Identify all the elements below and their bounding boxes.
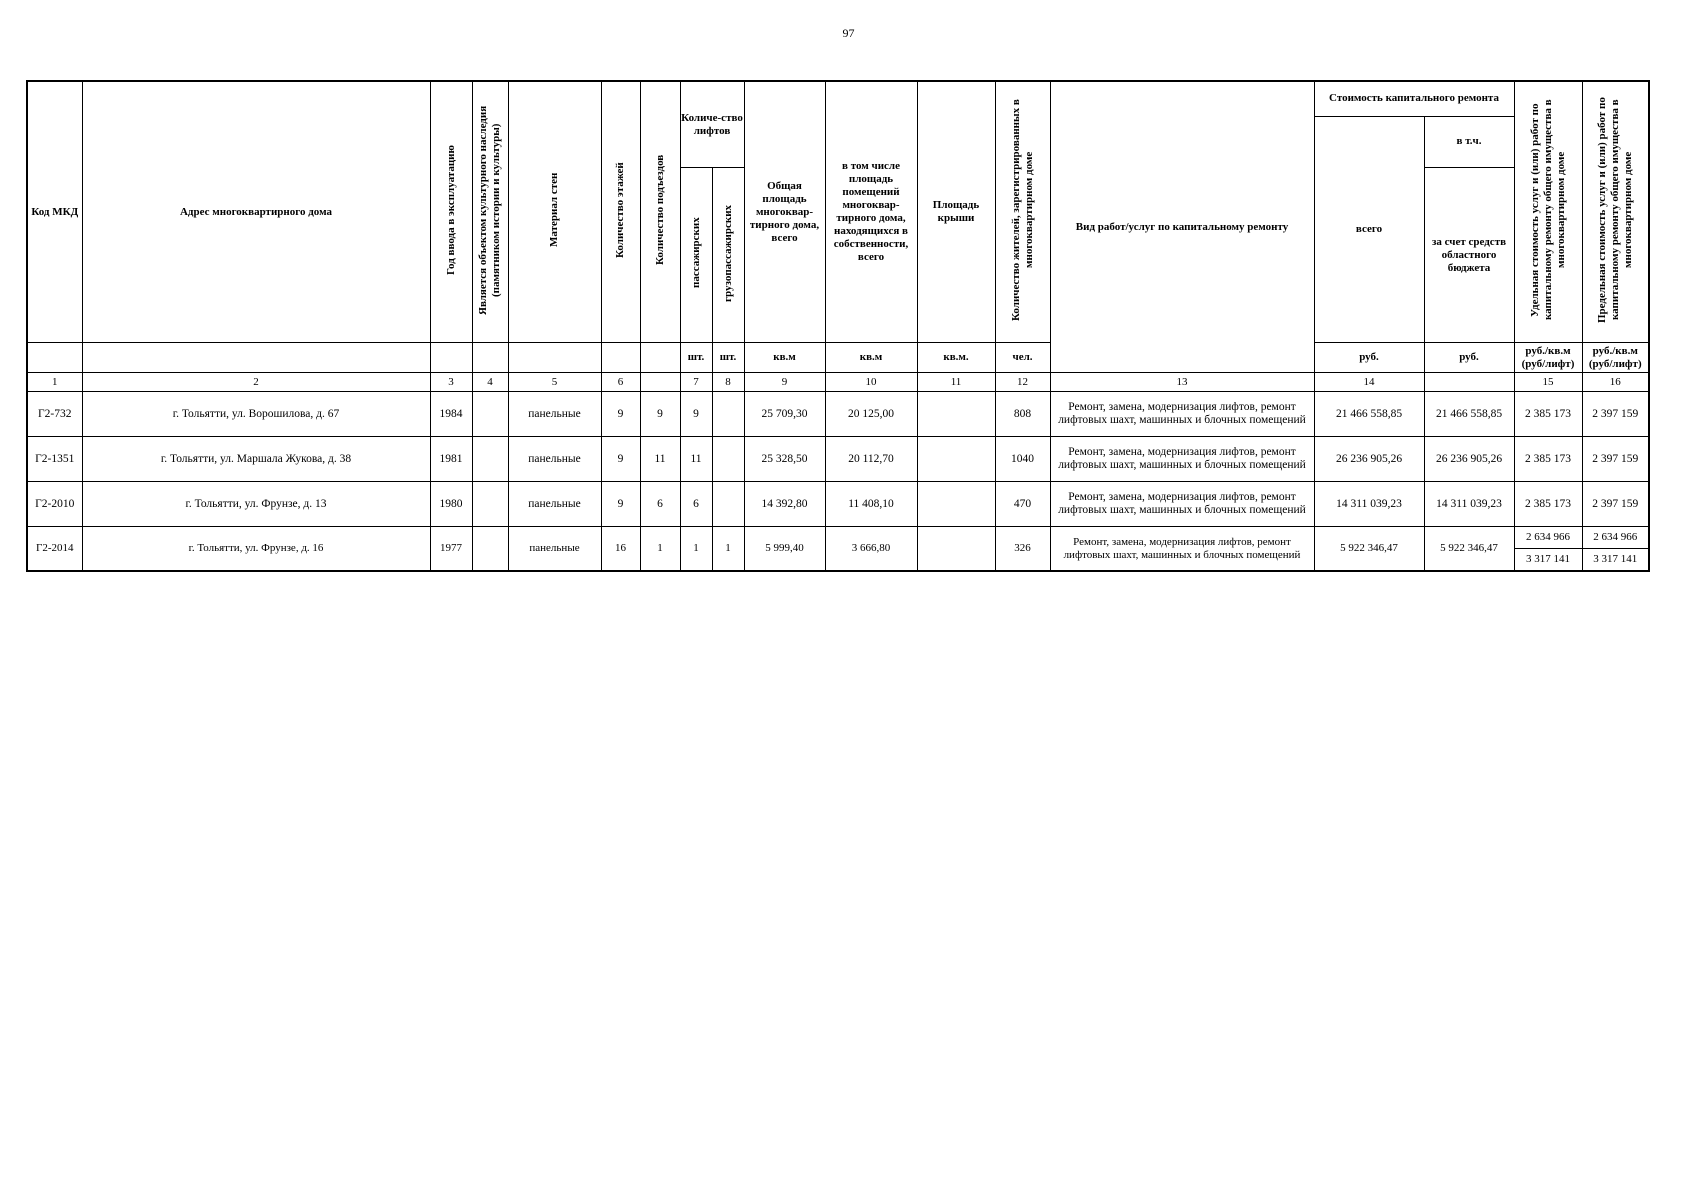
header-year: Год ввода в эксплуатацию: [430, 81, 472, 343]
units-unit-cost: руб./кв.м (руб/лифт): [1514, 343, 1582, 373]
header-cost-total: всего: [1314, 116, 1424, 343]
cell-total-area: 25 328,50: [744, 437, 825, 482]
cell-code: Г2-732: [27, 392, 82, 437]
colnum-6: 6: [601, 373, 640, 392]
units-floors: [601, 343, 640, 373]
colnum-12: 12: [995, 373, 1050, 392]
units-address: [82, 343, 430, 373]
cell-unit-cost: 2 385 173: [1514, 437, 1582, 482]
header-lifts-cargo: грузопассажирских: [712, 168, 744, 343]
header-unit-cost: Удельная стоимость услуг и (или) работ по капитальному ремонту общего имущества в многоквартирном доме: [1514, 81, 1582, 343]
cell-residents: 326: [995, 527, 1050, 572]
cell-unit-cost: 2 385 173: [1514, 482, 1582, 527]
cell-floors: 16: [601, 527, 640, 572]
cell-limit-cost: 2 397 159: [1582, 437, 1649, 482]
cell-address: г. Тольятти, ул. Фрунзе, д. 16: [82, 527, 430, 572]
units-code: [27, 343, 82, 373]
units-roof-area: кв.м.: [917, 343, 995, 373]
cell-cost-regional: 21 466 558,85: [1424, 392, 1514, 437]
cell-work: Ремонт, замена, модернизация лифтов, ремонт лифтовых шахт, машинных и блочных помещений: [1050, 482, 1314, 527]
cell-code: Г2-2014: [27, 527, 82, 572]
units-cost-regional: руб.: [1424, 343, 1514, 373]
units-walls: [508, 343, 601, 373]
cell-entrances: 11: [640, 437, 680, 482]
cell-work: Ремонт, замена, модернизация лифтов, ремонт лифтовых шахт, машинных и блочных помещений: [1050, 437, 1314, 482]
header-owned-area: в том числе площадь помещений многоквар-тирного дома, находящихся в собственности, всего: [825, 81, 917, 343]
header-walls: Материал стен: [508, 81, 601, 343]
cell-entrances: 9: [640, 392, 680, 437]
colnum-3: 3: [430, 373, 472, 392]
cell-unit-cost: 2 385 173: [1514, 392, 1582, 437]
cell-year: 1977: [430, 527, 472, 572]
page-number: 97: [842, 26, 855, 40]
cell-lifts-cargo: [712, 392, 744, 437]
cell-cost-total: 5 922 346,47: [1314, 527, 1424, 572]
colnum-2: 2: [82, 373, 430, 392]
cell-limit-cost: 2 397 159: [1582, 392, 1649, 437]
cell-entrances: 6: [640, 482, 680, 527]
table-row: [27, 437, 1649, 482]
colnum-10: 10: [825, 373, 917, 392]
colnum-9: 9: [744, 373, 825, 392]
cell-work: Ремонт, замена, модернизация лифтов, ремонт лифтовых шахт, машинных и блочных помещений: [1050, 392, 1314, 437]
colnum-1: 1: [27, 373, 82, 392]
cell-year: 1980: [430, 482, 472, 527]
units-entrances: [640, 343, 680, 373]
cell-roof-area: [917, 527, 995, 572]
cell-cost-regional: 26 236 905,26: [1424, 437, 1514, 482]
header-total-area: Общая площадь многоквар-тирного дома, всего: [744, 81, 825, 343]
cell-heritage: [472, 482, 508, 527]
header-floors: Количество этажей: [601, 81, 640, 343]
cell-roof-area: [917, 482, 995, 527]
cell-residents: 470: [995, 482, 1050, 527]
header-lifts-passenger: пассажирских: [680, 168, 712, 343]
cell-walls: панельные: [508, 437, 601, 482]
table-row: [27, 482, 1649, 527]
colnum-8: 8: [712, 373, 744, 392]
cell-address: г. Тольятти, ул. Ворошилова, д. 67: [82, 392, 430, 437]
units-cost-total: руб.: [1314, 343, 1424, 373]
cell-work: Ремонт, замена, модернизация лифтов, ремонт лифтовых шахт, машинных и блочных помещений: [1050, 527, 1314, 572]
units-owned-area: кв.м: [825, 343, 917, 373]
cell-floors: 9: [601, 437, 640, 482]
cell-cost-total: 14 311 039,23: [1314, 482, 1424, 527]
units-total-area: кв.м: [744, 343, 825, 373]
cell-limit-cost-a: 2 634 966: [1582, 527, 1649, 549]
cell-lifts-cargo: [712, 482, 744, 527]
colnum-5: 5: [508, 373, 601, 392]
units-limit-cost: руб./кв.м (руб/лифт): [1582, 343, 1649, 373]
cell-owned-area: 20 125,00: [825, 392, 917, 437]
colnum-13: 13: [1050, 373, 1314, 392]
cell-total-area: 14 392,80: [744, 482, 825, 527]
cell-walls: панельные: [508, 482, 601, 527]
cell-lifts-passenger: 1: [680, 527, 712, 572]
colnum-blank-a: [640, 373, 680, 392]
cell-floors: 9: [601, 392, 640, 437]
cell-total-area: 25 709,30: [744, 392, 825, 437]
header-heritage: Является объектом культурного наследия (памятником истории и культуры): [472, 81, 508, 343]
units-heritage: [472, 343, 508, 373]
cell-roof-area: [917, 437, 995, 482]
colnum-4: 4: [472, 373, 508, 392]
cell-cost-regional: 5 922 346,47: [1424, 527, 1514, 572]
units-lifts-passenger: шт.: [680, 343, 712, 373]
units-residents: чел.: [995, 343, 1050, 373]
units-year: [430, 343, 472, 373]
cell-year: 1981: [430, 437, 472, 482]
cell-address: г. Тольятти, ул. Маршала Жукова, д. 38: [82, 437, 430, 482]
cell-year: 1984: [430, 392, 472, 437]
cell-total-area: 5 999,40: [744, 527, 825, 572]
colnum-14: 14: [1314, 373, 1424, 392]
cell-lifts-passenger: 11: [680, 437, 712, 482]
cell-limit-cost-b: 3 317 141: [1582, 549, 1649, 572]
capital-repair-table: [26, 80, 1650, 572]
colnum-15: 15: [1514, 373, 1582, 392]
table-row: [27, 527, 1649, 549]
cell-owned-area: 20 112,70: [825, 437, 917, 482]
cell-address: г. Тольятти, ул. Фрунзе, д. 13: [82, 482, 430, 527]
header-residents: Количество жителей, зарегистрированных в многоквартирном доме: [995, 81, 1050, 343]
cell-limit-cost: 2 397 159: [1582, 482, 1649, 527]
cell-unit-cost-a: 2 634 966: [1514, 527, 1582, 549]
header-work-type: Вид работ/услуг по капитальному ремонту: [1050, 81, 1314, 373]
cell-lifts-passenger: 6: [680, 482, 712, 527]
cell-lifts-passenger: 9: [680, 392, 712, 437]
cell-cost-regional: 14 311 039,23: [1424, 482, 1514, 527]
header-code: Код МКД: [27, 81, 82, 343]
cell-code: Г2-1351: [27, 437, 82, 482]
cell-residents: 1040: [995, 437, 1050, 482]
header-address: Адрес многоквартирного дома: [82, 81, 430, 343]
cell-lifts-cargo: 1: [712, 527, 744, 572]
header-cost-group: Стоимость капитального ремонта: [1314, 81, 1514, 116]
cell-owned-area: 11 408,10: [825, 482, 917, 527]
table-row: [27, 392, 1649, 437]
cell-walls: панельные: [508, 527, 601, 572]
cell-residents: 808: [995, 392, 1050, 437]
header-limit-cost: Предельная стоимость услуг и (или) работ по капитальному ремонту общего имущества в многоквартирном доме: [1582, 81, 1649, 343]
cell-heritage: [472, 527, 508, 572]
cell-lifts-cargo: [712, 437, 744, 482]
cell-cost-total: 26 236 905,26: [1314, 437, 1424, 482]
units-lifts-cargo: шт.: [712, 343, 744, 373]
cell-heritage: [472, 437, 508, 482]
header-lifts: Количе-ство лифтов: [680, 81, 744, 168]
cell-code: Г2-2010: [27, 482, 82, 527]
cell-cost-total: 21 466 558,85: [1314, 392, 1424, 437]
cell-floors: 9: [601, 482, 640, 527]
cell-entrances: 1: [640, 527, 680, 572]
colnum-11: 11: [917, 373, 995, 392]
header-roof-area: Площадь крыши: [917, 81, 995, 343]
cell-unit-cost-b: 3 317 141: [1514, 549, 1582, 572]
cell-walls: панельные: [508, 392, 601, 437]
colnum-blank-b: [1424, 373, 1514, 392]
header-cost-incl: в т.ч.: [1424, 116, 1514, 168]
header-cost-regional: за счет средств областного бюджета: [1424, 168, 1514, 343]
colnum-16: 16: [1582, 373, 1649, 392]
cell-roof-area: [917, 392, 995, 437]
cell-heritage: [472, 392, 508, 437]
cell-owned-area: 3 666,80: [825, 527, 917, 572]
header-entrances: Количество подъездов: [640, 81, 680, 343]
colnum-7: 7: [680, 373, 712, 392]
